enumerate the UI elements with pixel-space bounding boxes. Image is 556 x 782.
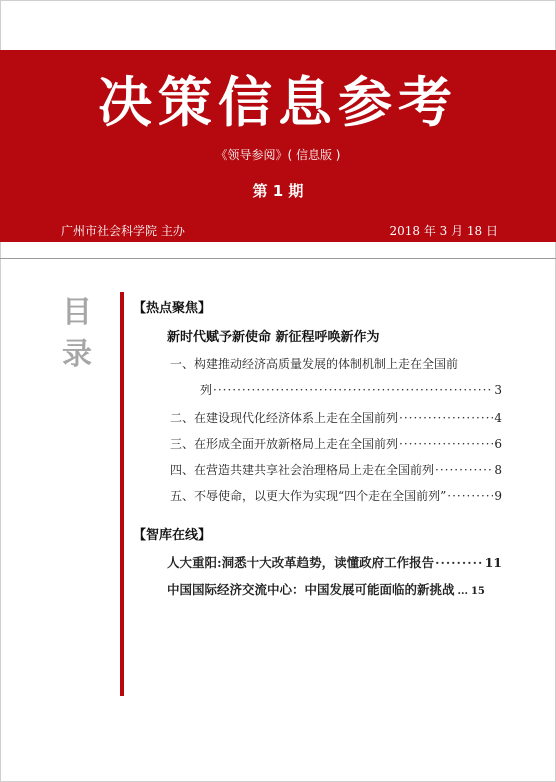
toc-entry-title: 一、构建推动经济高质量发展的体制机制上走在全国前 [170, 357, 459, 371]
leader-dots [435, 463, 493, 477]
section-label-hot-focus: 【热点聚焦】 [133, 301, 212, 316]
masthead-band [0, 50, 556, 242]
toc-heading [58, 292, 96, 376]
toc-entry-title-cont: 列 [200, 383, 213, 397]
toc-entry-6[interactable] [167, 553, 502, 571]
leader-dots [399, 411, 493, 425]
toc-accent-bar [120, 292, 124, 696]
toc-entry-5[interactable] [170, 487, 502, 504]
issue-number: 第 1 期 [252, 182, 304, 200]
masthead-subtitle: 《领导参阅》( 信息版 ) [215, 148, 341, 162]
toc-entry-title: 五、不辱使命，以更大作为实现“四个走在全国前列” [170, 489, 447, 503]
toc-entry-1-continued[interactable] [200, 381, 502, 398]
sponsor-line: 广州市社会科学院 主办 [61, 224, 185, 238]
section-label-think-tank: 【智库在线】 [133, 528, 212, 543]
toc-heading-char-2: 录 [62, 337, 92, 372]
toc-entry-title: 三、在形成全面开放新格局上走在全国前列 [170, 437, 399, 451]
toc-entry-4[interactable] [170, 461, 502, 478]
toc-page-number: 3 [494, 383, 502, 397]
leader-dots [447, 489, 493, 503]
toc-entry-1[interactable] [170, 355, 502, 372]
toc-page-number: 8 [494, 463, 502, 477]
toc-page-number: 15 [470, 586, 485, 597]
toc-entry-title: 四、在营造共建共享社会治理格局上走在全国前列 [170, 463, 435, 477]
toc-page-number: 11 [484, 555, 502, 570]
masthead-title: 决策信息参考 [98, 70, 458, 134]
toc-entry-title: 中国国际经济交流中心：中国发展可能面临的新挑战 [167, 582, 455, 597]
toc-entry-2[interactable] [170, 409, 502, 426]
toc-page-number: 4 [494, 411, 502, 425]
divider-rule [0, 258, 556, 259]
leader-dots [435, 555, 483, 570]
toc-heading-char-1: 目 [62, 295, 92, 330]
section-headline: 新时代赋予新使命 新征程呼唤新作为 [167, 330, 380, 345]
toc-entry-7[interactable] [167, 580, 502, 598]
leader-dots [399, 437, 493, 451]
toc-entry-title: 人大重阳:洞悉十大改革趋势，读懂政府工作报告 [167, 555, 435, 570]
toc-entry-3[interactable] [170, 435, 502, 452]
toc-entry-title: 二、在建设现代化经济体系上走在全国前列 [170, 411, 399, 425]
toc-ellipsis: ... [457, 586, 468, 597]
publish-date: 2018 年 3 月 18 日 [389, 224, 498, 238]
toc-page-number: 9 [494, 489, 502, 503]
toc-page-number: 6 [494, 437, 502, 451]
leader-dots [213, 383, 493, 397]
